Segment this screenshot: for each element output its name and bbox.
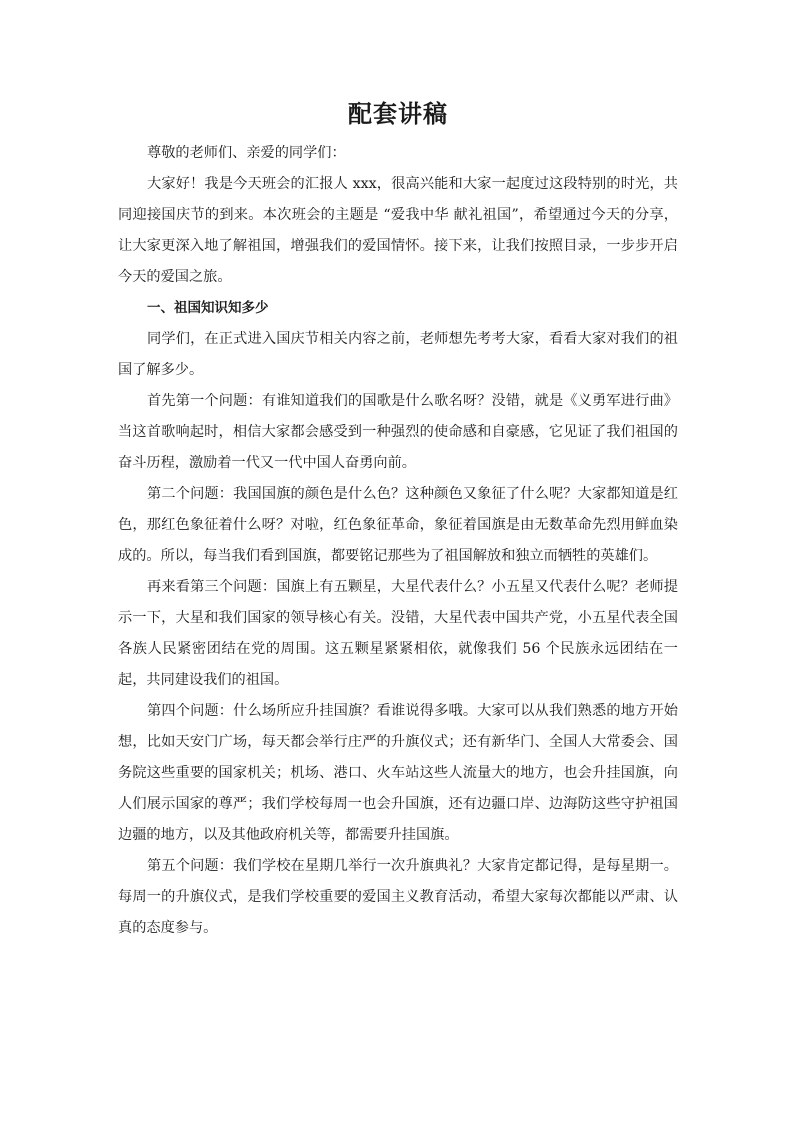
document-page [118, 96, 678, 944]
paragraph-2: 首先第一个问题：有谁知道我们的国歌是什么歌名呀？没错，就是《义勇军进行曲》当这首歌响起时，相信大家都会感受到一种强烈的使命感和自豪感，它见证了我们祖国的奋斗历程，激励着一代又一代中国人奋勇向前。 [118, 393, 678, 471]
paragraph-1: 同学们，在正式进入国庆节相关内容之前，老师想先考考大家，看看大家对我们的祖国了解多少。 [118, 331, 678, 378]
paragraph-5: 第四个问题：什么场所应升挂国旗？看谁说得多哦。大家可以从我们熟悉的地方开始想，比如天安门广场，每天都会举行庄严的升旗仪式；还有新华门、全国人大常委会、国务院这些重要的国家机关；机场、港口、火车站这些人流量大的地方，也会升挂国旗，向人们展示国家的尊严；我们学校每周一也会升国旗，还有边疆口岸、边海防这些守护祖国边疆的地方，以及其他政府机关等，都需要升挂国旗。 [118, 703, 678, 843]
paragraph-3: 第二个问题：我国国旗的颜色是什么色？这种颜色又象征了什么呢？大家都知道是红色，那红色象征着什么呀？对啦，红色象征革命，象征着国旗是由无数革命先烈用鲜血染成的。所以，每当我们看到国旗，都要铭记那些为了祖国解放和独立而牺牲的英雄们。 [118, 486, 678, 564]
greeting-paragraph: 尊敬的老师们、亲爱的同学们： [147, 145, 346, 161]
paragraph-6: 第五个问题：我们学校在星期几举行一次升旗典礼？大家肯定都记得，是每星期一。每周一的升旗仪式，是我们学校重要的爱国主义教育活动，希望大家每次都能以严肃、认真的态度参与。 [118, 858, 678, 936]
section-heading-1: 一、祖国知识知多少 [147, 300, 269, 316]
paragraph-4: 再来看第三个问题：国旗上有五颗星，大星代表什么？小五星又代表什么呢？老师提示一下，大星和我们国家的领导核心有关。没错，大星代表中国共产党，小五星代表全国各族人民紧密团结在党的周围。这五颗星紧紧相依，就像我们 56 个民族永远团结在一起，共同建设我们的祖国。 [118, 579, 678, 688]
intro-paragraph: 大家好！我是今天班会的汇报人 xxx，很高兴能和大家一起度过这段特别的时光，共同迎接国庆节的到来。本次班会的主题是 “爱我中华 献礼祖国”，希望通过今天的分享，让大家更深入地了解祖国，增强我们的爱国情怀。接下来，让我们按照目录，一步步开启今天的爱国之旅。 [118, 176, 678, 285]
document-title: 配套讲稿 [348, 100, 448, 128]
